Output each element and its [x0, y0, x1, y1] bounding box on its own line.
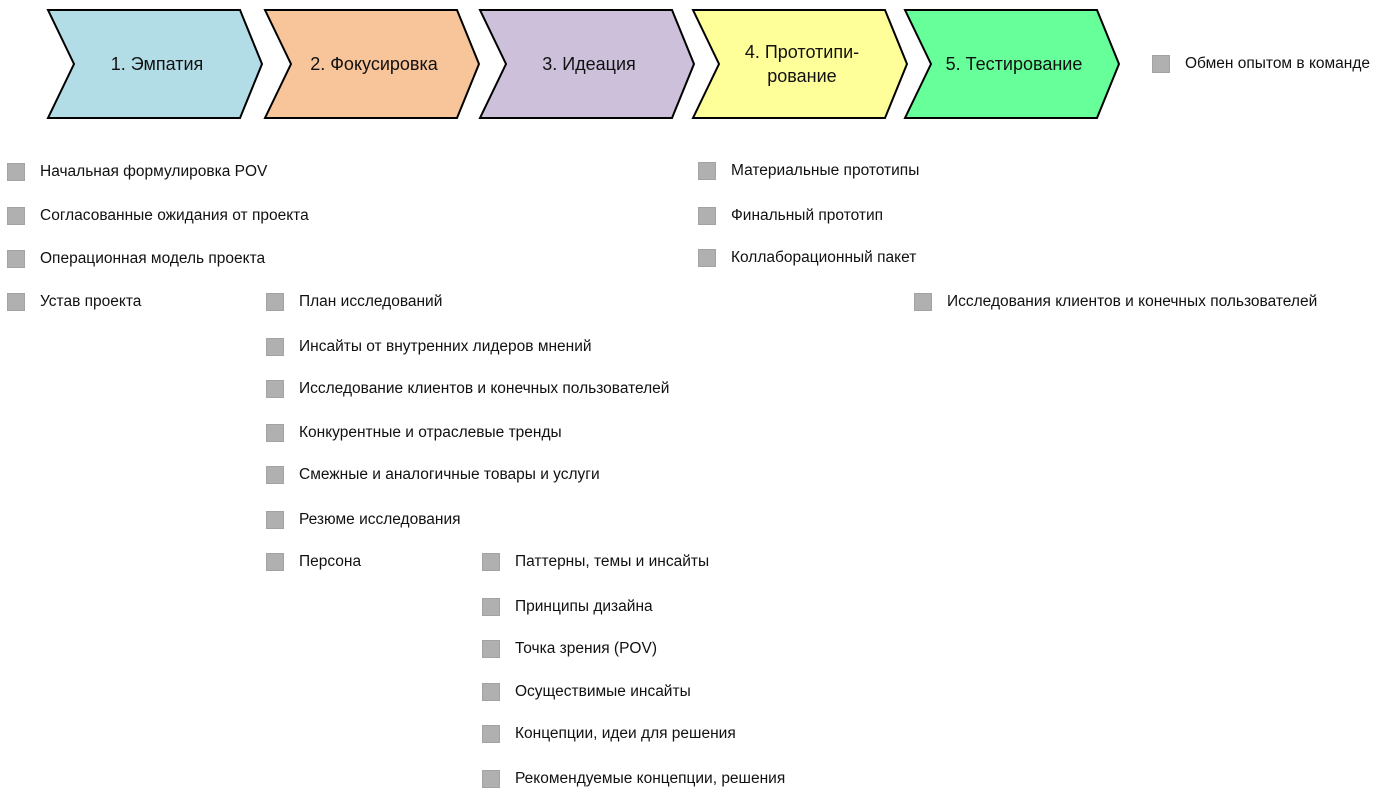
prototype-item-label: Финальный прототип [731, 207, 884, 224]
ideation-item-label: Рекомендуемые концепции, решения [515, 770, 786, 787]
checkbox-icon[interactable] [1152, 55, 1170, 73]
ideation-item [482, 769, 785, 789]
testing-item-label: Исследования клиентов и конечных пользователей [947, 293, 1318, 310]
team-exchange-item [1152, 54, 1370, 74]
ideation-item [482, 552, 709, 572]
empathy-item-label: Согласованные ожидания от проекта [40, 207, 309, 224]
prototype-item-label: Коллаборационный пакет [731, 249, 917, 266]
ideation-item-label: Точка зрения (POV) [515, 640, 657, 657]
ideation-item [482, 682, 691, 702]
focus-item-label: План исследований [299, 293, 443, 310]
checkbox-icon[interactable] [7, 293, 25, 311]
prototype-item [698, 161, 919, 181]
prototype-item-label: Материальные прототипы [731, 162, 920, 179]
phase-label-5: 5. Тестирование [945, 54, 1083, 74]
team-exchange-label: Обмен опытом в команде [1185, 55, 1371, 72]
empathy-item [7, 249, 265, 269]
prototype-item [698, 248, 916, 268]
checkbox-icon[interactable] [7, 207, 25, 225]
focus-item [266, 465, 600, 485]
ideation-item-label: Осуществимые инсайты [515, 683, 691, 700]
focus-item-label: Инсайты от внутренних лидеров мнений [299, 338, 592, 355]
checkbox-icon[interactable] [482, 770, 500, 788]
ideation-item-label: Паттерны, темы и инсайты [515, 553, 710, 570]
focus-item-label: Конкурентные и отраслевые тренды [299, 424, 562, 441]
checkbox-icon[interactable] [266, 511, 284, 529]
focus-item [266, 337, 592, 357]
checkbox-icon[interactable] [266, 424, 284, 442]
empathy-item-label: Операционная модель проекта [40, 250, 266, 267]
checkbox-icon[interactable] [266, 293, 284, 311]
checkbox-icon[interactable] [698, 207, 716, 225]
ideation-item-label: Концепции, идеи для решения [515, 725, 736, 742]
focus-item [266, 292, 442, 312]
phase-label-1: 1. Эмпатия [110, 54, 204, 74]
checkbox-icon[interactable] [914, 293, 932, 311]
phase-label-4: 4. Прототипи- рование [744, 42, 860, 86]
focus-item [266, 552, 361, 572]
checkbox-icon[interactable] [7, 163, 25, 181]
ideation-item-label: Принципы дизайна [515, 598, 653, 615]
focus-item-label: Резюме исследования [299, 511, 461, 528]
empathy-item-label: Начальная формулировка POV [40, 163, 268, 180]
checkbox-icon[interactable] [7, 250, 25, 268]
checkbox-icon[interactable] [482, 598, 500, 616]
focus-item [266, 423, 562, 443]
checkbox-icon[interactable] [482, 683, 500, 701]
empathy-item-label: Устав проекта [40, 293, 142, 310]
checkbox-icon[interactable] [266, 466, 284, 484]
focus-item-label: Исследование клиентов и конечных пользователей [299, 380, 670, 397]
checkbox-icon[interactable] [482, 725, 500, 743]
checkbox-icon[interactable] [266, 380, 284, 398]
checkbox-icon[interactable] [266, 338, 284, 356]
empathy-item [7, 206, 309, 226]
empathy-item [7, 292, 141, 312]
checkbox-icon[interactable] [266, 553, 284, 571]
phase-label-2: 2. Фокусировка [310, 54, 438, 74]
focus-item [266, 510, 461, 530]
checkbox-icon[interactable] [698, 162, 716, 180]
focus-item [266, 379, 669, 399]
testing-item [914, 292, 1317, 312]
prototype-item [698, 206, 883, 226]
checkbox-icon[interactable] [698, 249, 716, 267]
empathy-item [7, 162, 267, 182]
checkbox-icon[interactable] [482, 640, 500, 658]
ideation-item [482, 639, 657, 659]
ideation-item [482, 724, 736, 744]
ideation-item [482, 597, 653, 617]
focus-item-label: Смежные и аналогичные товары и услуги [299, 466, 600, 483]
phase-label-3: 3. Идеация [542, 54, 636, 74]
focus-item-label: Персона [299, 553, 362, 570]
checkbox-icon[interactable] [482, 553, 500, 571]
